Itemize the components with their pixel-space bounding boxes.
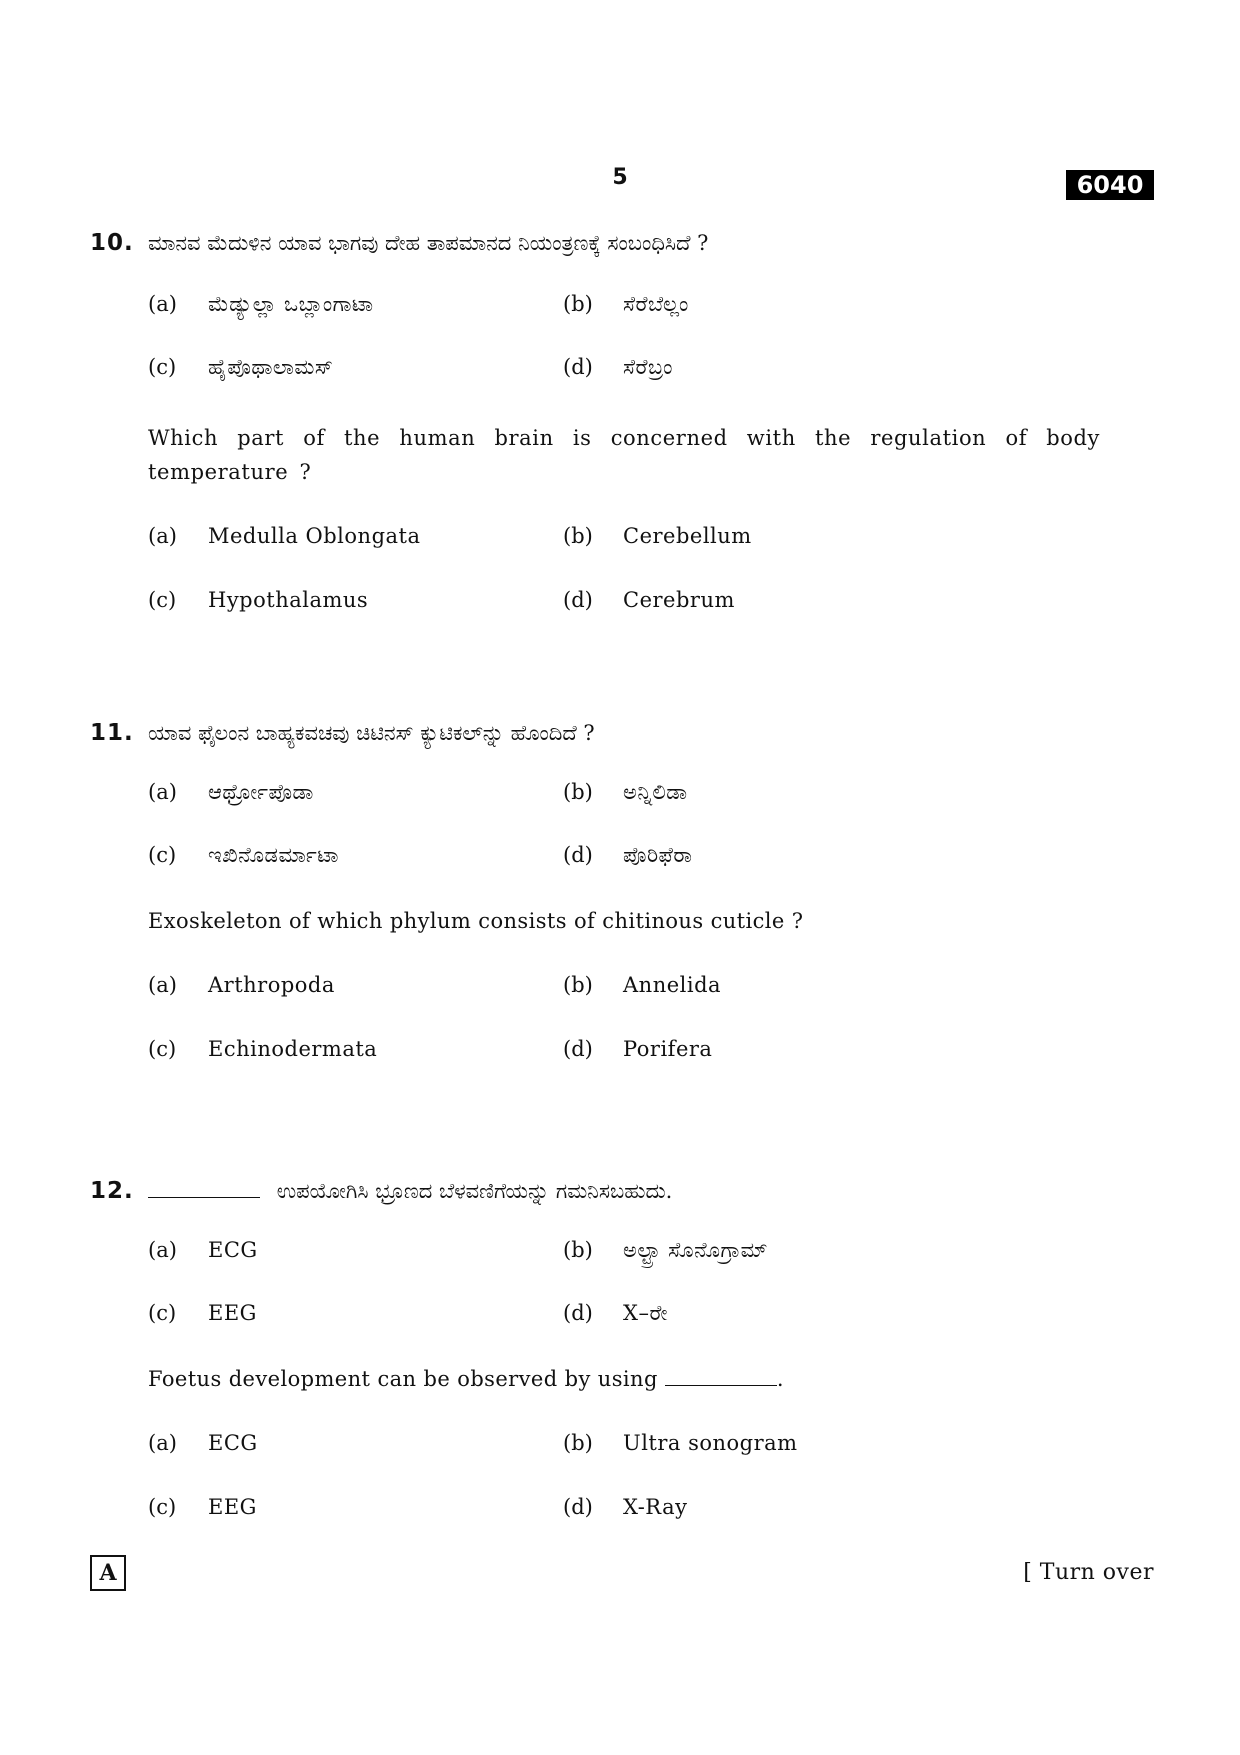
option-label: (c) bbox=[148, 1301, 177, 1325]
option-label: (a) bbox=[148, 1238, 177, 1262]
option-text: Medulla Oblongata bbox=[208, 524, 421, 548]
question-text-kannada: ಯಾವ ಫೈಲಂನ ಬಾಹ್ಯಕವಚವು ಚಿಟಿನಸ್ ಕ್ಯುಟಿಕಲ್‌ನ್ನು ಹೊಂದಿದೆ ? bbox=[148, 721, 595, 745]
option-text: X–ರೇ bbox=[623, 1301, 668, 1325]
option-text: Echinodermata bbox=[208, 1037, 378, 1061]
question-end: . bbox=[776, 1367, 784, 1391]
option-text: ಆರ್ಥ್ರೋಪೊಡಾ bbox=[208, 780, 314, 804]
option-text: X-Ray bbox=[623, 1495, 688, 1519]
option-text: ಸೆರೆಬ್ರಂ bbox=[623, 355, 673, 379]
option-text: Ultra sonogram bbox=[623, 1431, 798, 1455]
option-text: Annelida bbox=[623, 973, 722, 997]
answer-blank bbox=[148, 1177, 260, 1198]
paper-code-badge: 6040 bbox=[1066, 170, 1154, 200]
option-label: (b) bbox=[563, 1238, 593, 1262]
option-text: EEG bbox=[208, 1495, 257, 1519]
option-text: ECG bbox=[208, 1238, 258, 1262]
option-label: (d) bbox=[563, 1495, 593, 1519]
question-text-english bbox=[148, 1362, 784, 1396]
option-label: (c) bbox=[148, 355, 177, 379]
option-text: Cerebrum bbox=[623, 588, 735, 612]
option-label: (a) bbox=[148, 780, 177, 804]
option-label: (c) bbox=[148, 588, 177, 612]
option-text: ಸೆರೆಬೆಲ್ಲಂ bbox=[623, 292, 689, 316]
series-box: A bbox=[90, 1555, 126, 1591]
question-number: 10. bbox=[90, 230, 134, 256]
option-label: (d) bbox=[563, 1301, 593, 1325]
option-label: (b) bbox=[563, 780, 593, 804]
option-label: (a) bbox=[148, 1431, 177, 1455]
option-label: (d) bbox=[563, 588, 593, 612]
option-label: (a) bbox=[148, 524, 177, 548]
question-text-english: Which part of the human brain is concerned with the regulation of body temperature ? bbox=[148, 426, 1100, 484]
question-number: 12. bbox=[90, 1178, 134, 1204]
option-label: (c) bbox=[148, 1037, 177, 1061]
option-text: EEG bbox=[208, 1301, 257, 1325]
option-label: (d) bbox=[563, 355, 593, 379]
option-label: (b) bbox=[563, 292, 593, 316]
option-text: ಇಖಿನೊಡರ್ಮಾಟಾ bbox=[208, 843, 339, 867]
option-label: (d) bbox=[563, 1037, 593, 1061]
option-text: ಅಲ್ಟ್ರಾ ಸೊನೊಗ್ರಾಮ್ bbox=[623, 1238, 768, 1262]
option-label: (c) bbox=[148, 843, 177, 867]
option-text: ಮೆಡ್ಯುಲ್ಲಾ ಒಬ್ಲಾಂಗಾಟಾ bbox=[208, 292, 374, 316]
question-text-kannada: ಮಾನವ ಮೆದುಳಿನ ಯಾವ ಭಾಗವು ದೇಹ ತಾಪಮಾನದ ನಿಯಂತ್ರಣಕ್ಕೆ ಸಂಬಂಧಿಸಿದೆ ? bbox=[148, 231, 709, 255]
question-text: Foetus development can be observed by using bbox=[148, 1367, 658, 1391]
option-text: ECG bbox=[208, 1431, 258, 1455]
option-label: (a) bbox=[148, 973, 177, 997]
option-label: (d) bbox=[563, 843, 593, 867]
option-text: ಹೈಪೊಥಾಲಾಮಸ್ bbox=[208, 355, 334, 379]
question-text-english: Exoskeleton of which phylum consists of chitinous cuticle ? bbox=[148, 909, 804, 933]
page-number: 5 bbox=[612, 165, 628, 190]
question-number: 11. bbox=[90, 720, 134, 746]
question-text-kannada bbox=[148, 1174, 672, 1208]
option-label: (c) bbox=[148, 1495, 177, 1519]
option-text: Porifera bbox=[623, 1037, 713, 1061]
question-text: ಉಪಯೋಗಿಸಿ ಭ್ರೂಣದ ಬೆಳವಣಿಗೆಯನ್ನು ಗಮನಿಸಬಹುದು. bbox=[276, 1179, 673, 1203]
option-text: ಪೊರಿಫೆರಾ bbox=[623, 843, 693, 867]
option-label: (b) bbox=[563, 973, 593, 997]
option-label: (a) bbox=[148, 292, 177, 316]
turn-over-note: [ Turn over bbox=[1023, 1560, 1154, 1585]
option-label: (b) bbox=[563, 524, 593, 548]
option-label: (b) bbox=[563, 1431, 593, 1455]
answer-blank bbox=[665, 1365, 777, 1386]
option-text: Hypothalamus bbox=[208, 588, 369, 612]
option-text: Arthropoda bbox=[208, 973, 335, 997]
option-text: Cerebellum bbox=[623, 524, 752, 548]
option-text: ಅನ್ನಿಲಿಡಾ bbox=[623, 780, 688, 804]
